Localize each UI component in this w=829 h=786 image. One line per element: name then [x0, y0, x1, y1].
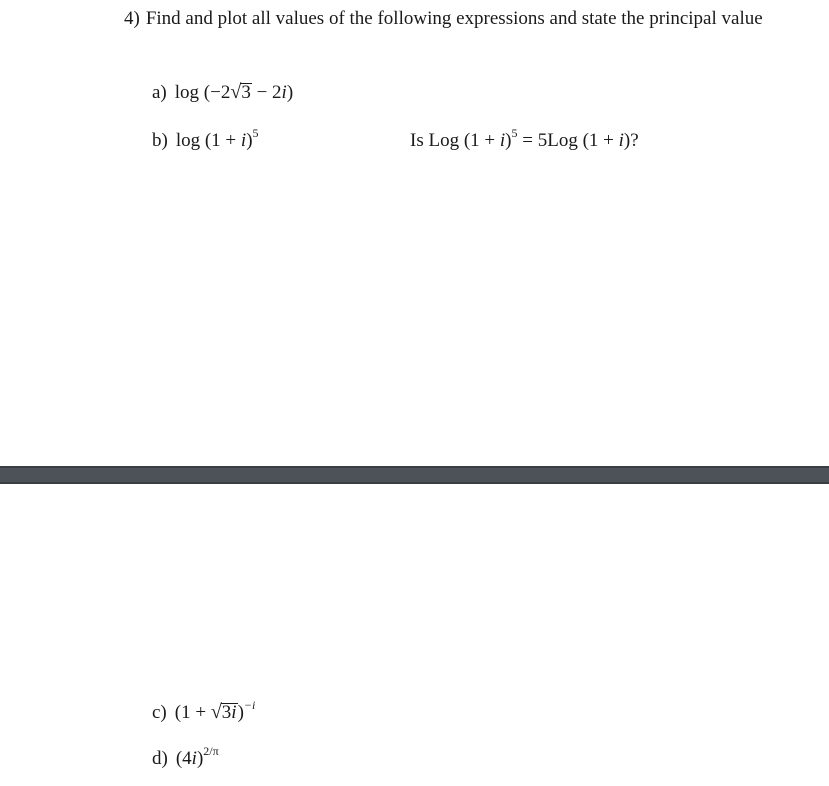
page-lower [0, 484, 829, 786]
log-function: log [174, 82, 200, 103]
imaginary-unit: i [231, 702, 237, 723]
problem-c [152, 700, 255, 725]
principal-log-function: Log [547, 130, 578, 151]
problem-a-close: ) [286, 82, 294, 103]
radicand-value: 3 [221, 702, 232, 723]
problem-a-rest: − 2 [251, 82, 282, 103]
problem-d-open: (4 [175, 748, 192, 769]
question-number: 4) [124, 8, 140, 29]
problem-d [152, 744, 219, 771]
exponent: 2/π [203, 744, 219, 758]
problem-b-question [410, 126, 639, 153]
exponent: 5 [511, 126, 518, 140]
question-text: Find and plot all values of the following expressions and state the principal value [145, 8, 763, 29]
problem-c-label: c) [152, 702, 167, 723]
log-function: log [175, 130, 201, 151]
problem-a-label: a) [152, 82, 167, 103]
problem-a [152, 80, 293, 105]
problem-b-base: (1 + [204, 130, 241, 151]
question-prefix: Is [410, 130, 429, 151]
imaginary-unit: i [499, 130, 506, 151]
problem-d-close: ) [196, 748, 204, 769]
problem-b-label: b) [152, 130, 168, 151]
exponent: −i [243, 698, 256, 712]
imaginary-unit: i [618, 130, 624, 151]
square-root [230, 80, 251, 105]
radical-sign-icon: √ [210, 701, 222, 723]
equals-five: = 5 [517, 130, 548, 151]
problem-d-label: d) [152, 748, 168, 769]
problem-c-close: ) [237, 702, 244, 723]
rhs-base: (1 + [582, 130, 619, 151]
imaginary-unit: i [281, 82, 287, 103]
problem-b [152, 126, 259, 153]
square-root [211, 700, 238, 725]
radicand: 3 [241, 82, 251, 103]
page-divider [0, 466, 829, 484]
imaginary-unit: i [191, 748, 197, 769]
exponent: 5 [252, 126, 259, 140]
imaginary-unit: i [240, 130, 247, 151]
question-heading [124, 6, 804, 31]
principal-log-function: Log [428, 130, 460, 151]
lhs-base: (1 + [463, 130, 500, 151]
problem-c-open: (1 + [174, 702, 211, 723]
problem-a-open: (−2 [203, 82, 231, 103]
radical-sign-icon: √ [230, 81, 242, 103]
lhs-close: ) [505, 130, 512, 151]
problem-b-close: ) [246, 130, 253, 151]
rhs-close: )? [623, 130, 639, 151]
radicand [221, 703, 238, 722]
